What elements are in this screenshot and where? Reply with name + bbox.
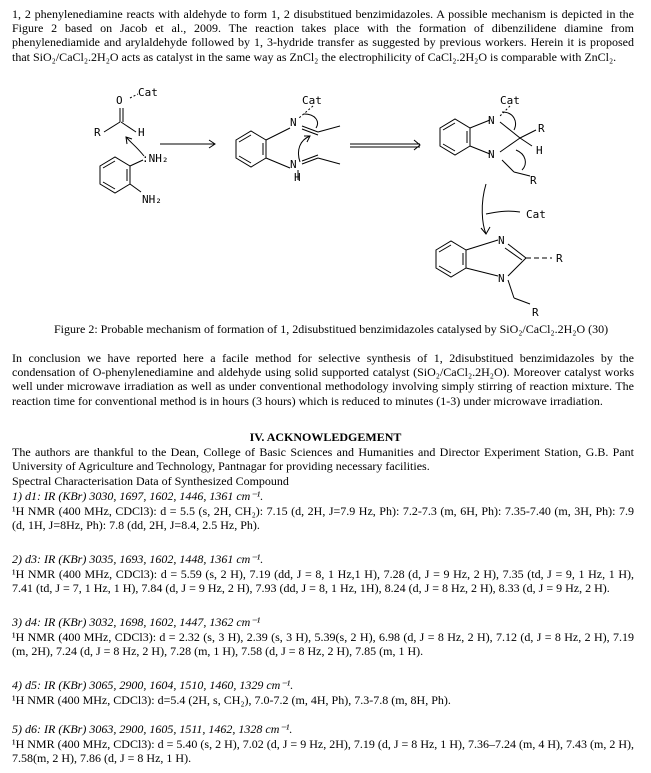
label-n-3: N [488,114,495,127]
compound-4-nmr: ¹H NMR (400 MHz, CDCl3): d=5.4 (2H, s, CH₂), 7.0-7.2 (m, 4H, Ph), 7.3-7.8 (m, 8H, Ph). [12,693,451,707]
compound-3-ir: 3) d4: IR (KBr) 3032, 1698, 1602, 1447, 1362 cm⁻¹ [12,615,261,629]
mechanism-figure [0,84,651,322]
label-r-4: R [556,252,563,265]
label-r-3: R [530,174,537,187]
label-nh2-bottom: NH₂ [142,193,162,206]
label-cat-3: Cat [500,94,520,107]
label-n-1: N [290,116,297,129]
label-cat-2: Cat [302,94,322,107]
label-r-2: R [538,122,545,135]
spectral-title: Spectral Characterisation Data of Synthesized Compound [12,474,289,488]
compound-1-nmr: ¹H NMR (400 MHz, CDCl3): d = 5.5 (s, 2H, CH₂): 7.15 (d, 2H, J=7.9 Hz, Ph): 7.2-7.3 (m, 6H, Ph): 7.35-7.40 (m, 3H, Ph): 7.9 (d, 1H, J=8Hz, Ph): 7.8 (dd, 2H, J=8.4, 2.5 Hz, Ph). [12,504,634,533]
acknowledgement-heading: IV. ACKNOWLEDGEMENT [249,430,402,444]
label-nh2-top: :NH₂ [142,152,169,165]
figure-caption: Figure 2: Probable mechanism of formation of 1, 2disubstitued benzimidazoles catalysed by SiO₂/CaCl₂.2H₂O (30) [54,322,609,336]
compound-5-ir: 5) d6: IR (KBr) 3063, 2900, 1605, 1511, 1462, 1328 cm⁻¹. [12,722,293,736]
compound-4-ir: 4) d5: IR (KBr) 3065, 2900, 1604, 1510, 1460, 1329 cm⁻¹. [12,678,294,692]
label-r-5: R [532,306,539,319]
label-cat-1: Cat [138,86,158,99]
label-n-2: N [290,158,297,171]
compound-3-nmr: ¹H NMR (400 MHz, CDCl3): d = 2.32 (s, 3 H), 2.39 (s, 3 H), 5.39(s, 2 H), 6.98 (d, J = 8 Hz, 2 H), 7.12 (d, J = 8 Hz, 2 H), 7.19 (m, 2H), 7.24 (d, J = 8 Hz, 2 H), 7.28 (m, 1 H), 7.58 (d, J = 8 Hz, 2 H), 7.85 (m, 1 H). [12,630,634,659]
label-cat-4: Cat [526,208,546,221]
compound-2-ir: 2) d3: IR (KBr) 3035, 1693, 1602, 1448, 1361 cm⁻¹. [12,552,264,566]
compound-2-nmr: ¹H NMR (400 MHz, CDCl3): d = 5.59 (s, 2 H), 7.19 (dd, J = 8, 1 Hz,1 H), 7.28 (d, J = 9 Hz, 2 H), 7.35 (td, J = 9, 1 Hz, 1 H), 7.41 (td, J = 7, 1 Hz, 1 H), 7.84 (d, J = 9 Hz, 2 H), 7.93 (dd, J = 8, 1 Hz, 1H), 8.24 (d, J = 8 Hz, 2 H), 8.33 (d, J = 9 Hz, 2 H). [12,567,634,596]
label-n-4: N [488,148,495,161]
acknowledgement-text: The authors are thankful to the Dean, College of Basic Sciences and Humanities and Director Experiment Station, G.B. Pant University of Agriculture and Technology, Pantnagar for providing necessary facilities. [12,445,634,474]
label-n-5: N [498,234,505,247]
conclusion-paragraph: In conclusion we have reported here a facile method for selective synthesis of 1, 2disubstitued benzimidazoles by the condensation of O-phenylenediamine and aldehyde using solid supported catalyst (SiO₂/CaCl₂.2H₂O). Moreover catalyst works well under microwave irradiation as well as under conventional methodology involving simply stirring of reaction mixture. The reaction time for conventional method is in hours (3 hours) which is reduced to minutes (1-3) under microwave irradiation. [12,351,634,408]
label-r-1: R [94,126,101,139]
label-o: O [116,94,123,107]
label-h-1: H [138,126,145,139]
label-h-2: H [294,171,301,184]
intro-paragraph: 1, 2 phenylenediamine reacts with aldehyde to form 1, 2 disubstitued benzimidazoles. A possible mechanism is depicted in the Figure 2 based on Jacob et al., 2009. The reaction takes place with the formation of dibenzilidene diamine from phenylenediamide and arylaldehyde followed by 1, 3-hydride transfer as suggested by previous workers. Herein it is proposed that SiO₂/CaCl₂.2H₂O acts as catalyst in the same way as ZnCl₂ the electrophilicity of CaCl₂.2H₂O is comparable with ZnCl₂. [12,7,634,64]
compound-1-ir: 1) d1: IR (KBr) 3030, 1697, 1602, 1446, 1361 cm⁻¹. [12,489,264,503]
compound-5-nmr: ¹H NMR (400 MHz, CDCl3): d = 5.40 (s, 2 H), 7.02 (d, J = 9 Hz, 2H), 7.19 (d, J = 8 Hz, 1 H), 7.36–7.24 (m, 4 H), 7.43 (m, 2 H), 7.58(m, 2 H), 7.86 (d, J = 8 Hz, 1 H). [12,737,634,766]
label-n-6: N [498,272,505,285]
label-h-3: H [536,144,543,157]
